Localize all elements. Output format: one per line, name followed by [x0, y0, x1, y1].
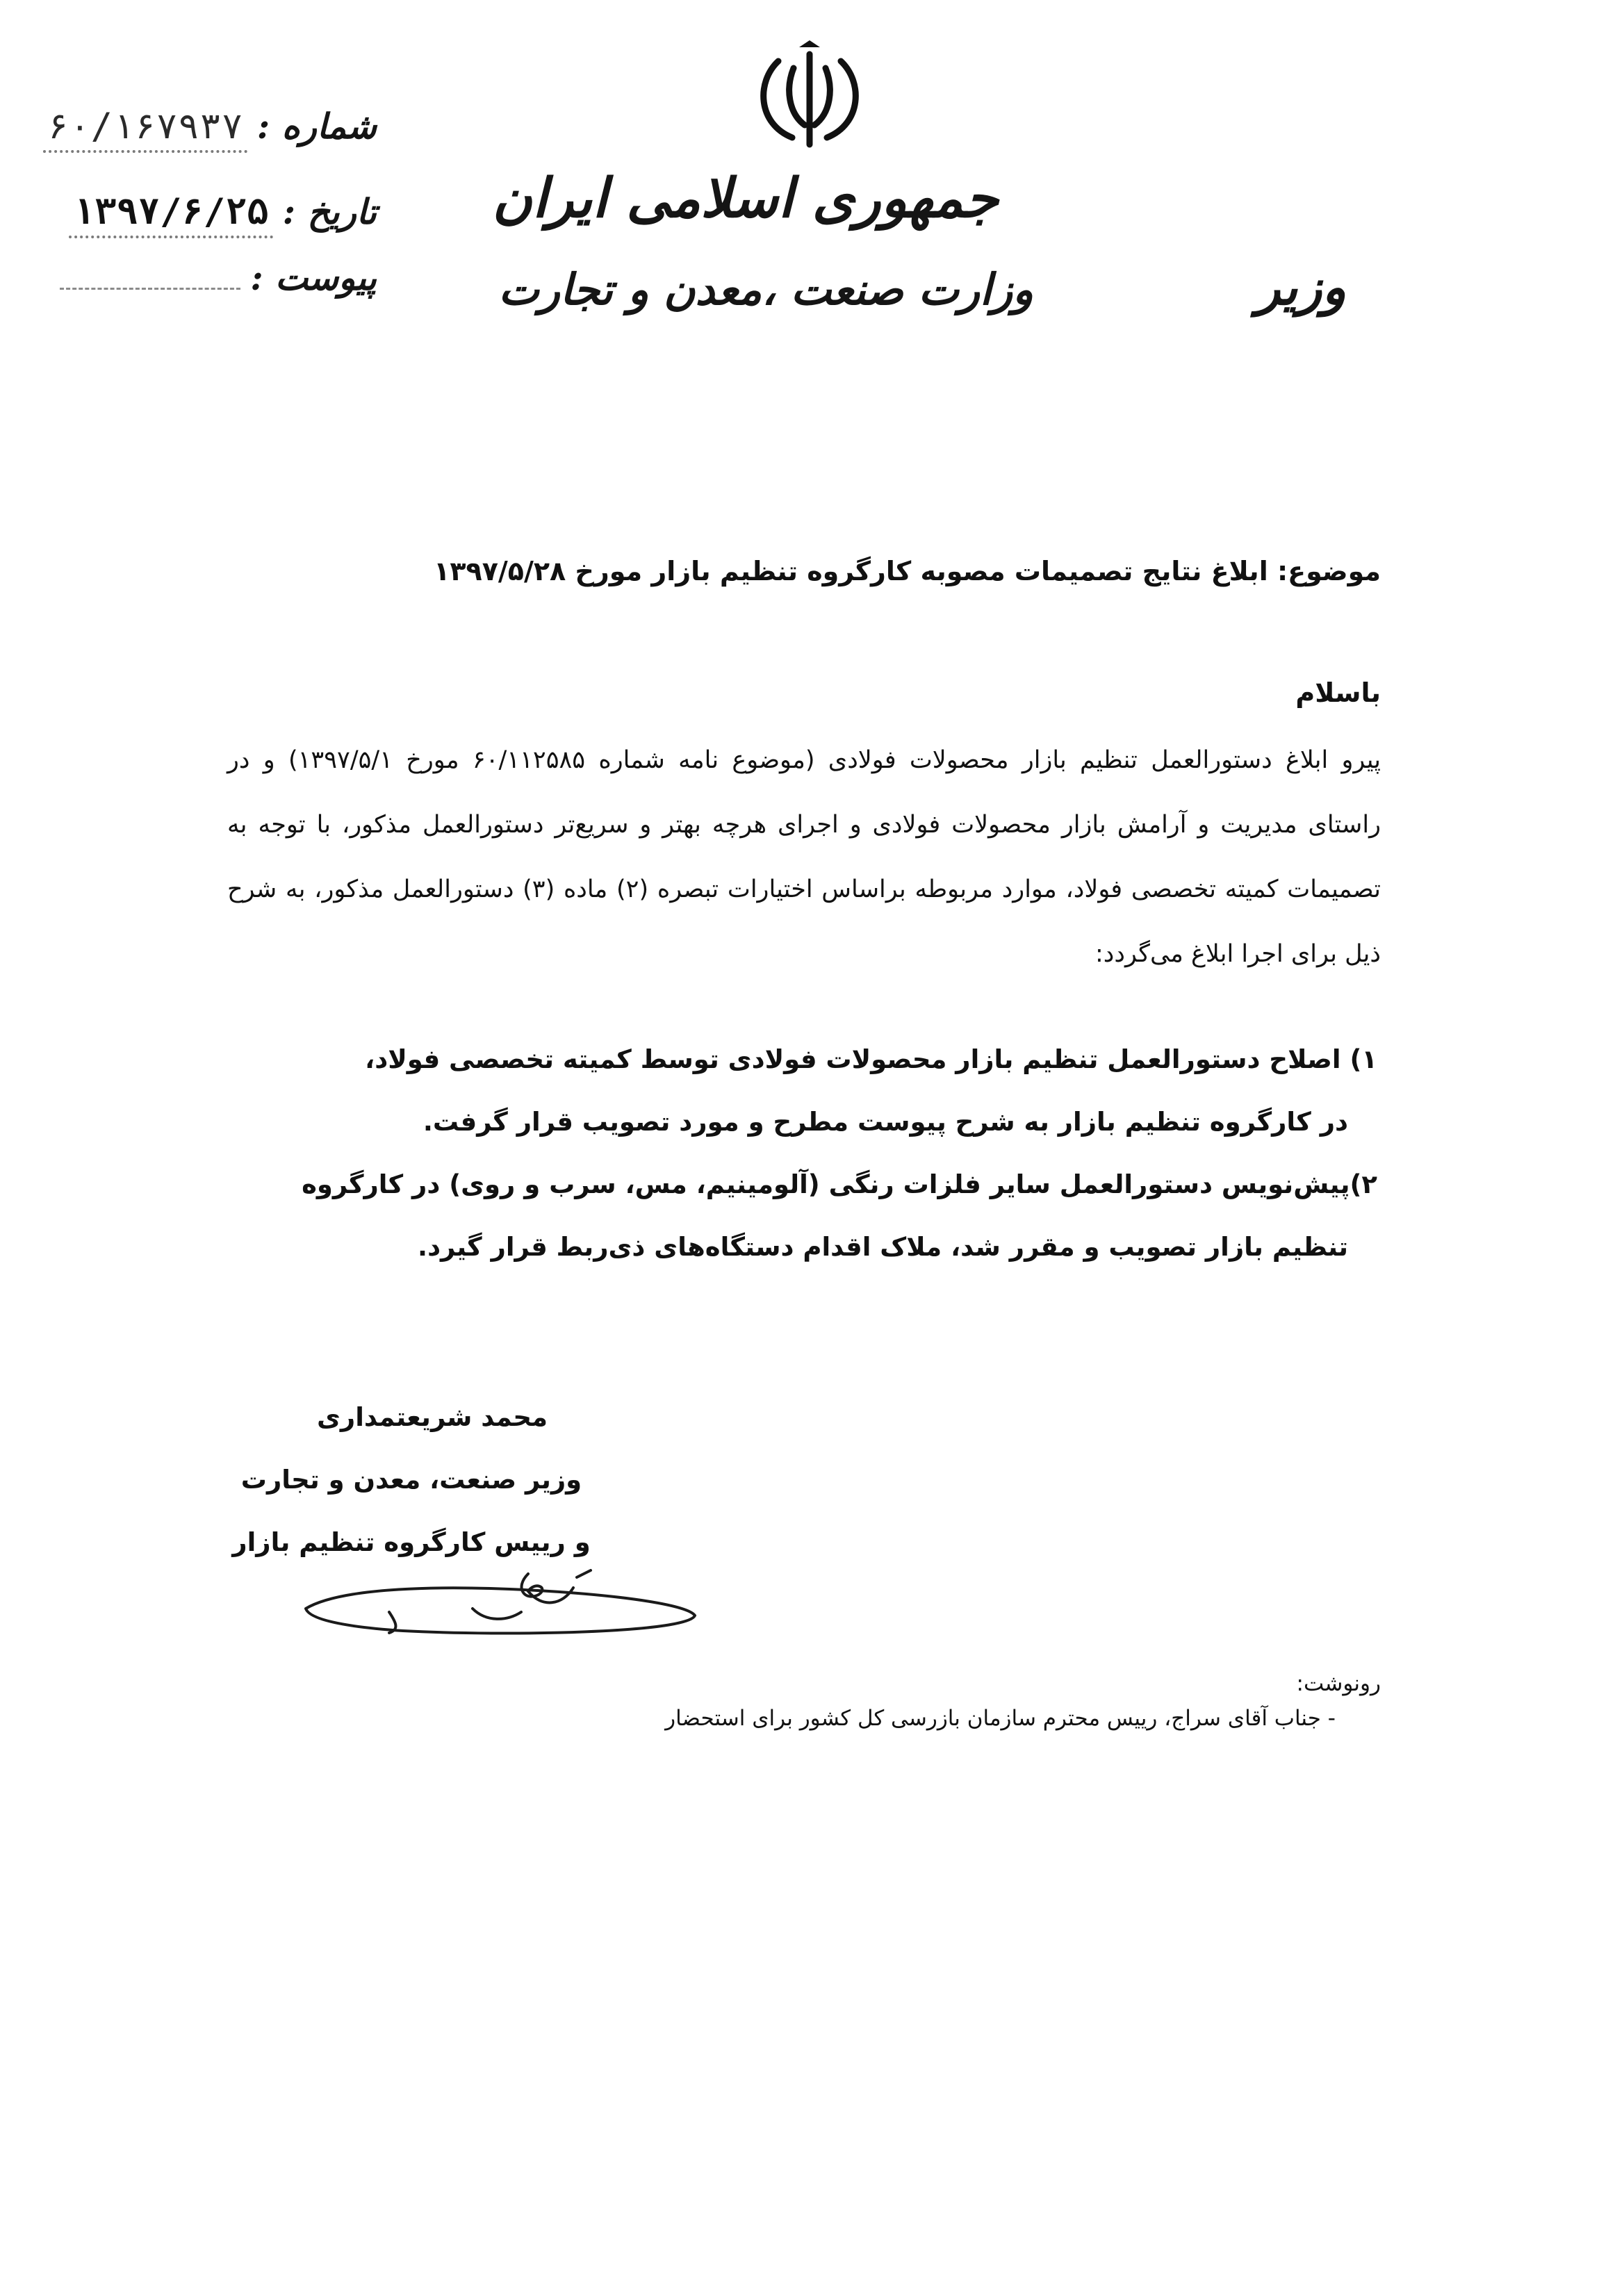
number-label: شماره :: [256, 106, 377, 147]
date-value: ۱۳۹۷/۶/۲۵: [69, 191, 273, 238]
cc-label: رونوشت:: [1296, 1671, 1381, 1696]
list-item-1-line-2: در کارگروه تنظیم بازار به شرح پیوست مطرح و مورد تصویب قرار گرفت.: [423, 1107, 1348, 1137]
attachment-label: پیوست :: [250, 257, 377, 298]
date-label: تاریخ :: [282, 191, 377, 232]
signatory-name: محمد شریعتمداری: [317, 1402, 548, 1432]
decision-list: [203, 1028, 1377, 1279]
intro-paragraph: پیرو ابلاغ دستورالعمل تنظیم بازار محصولات فولادی (موضوع نامه شماره ۶۰/۱۱۲۵۸۵ مورخ ۱۳۹۷/۵/۱) و در راستای مدیریت و آرامش بازار محصولات فولادی و اجرای هرچه بهتر و سریع‌تر دستورالعمل مذکور، با توجه به تصمیمات کمیته تخصصی فولاد، موارد مربوطه براساس اختیارات تبصره (۲) ماده (۳) دستورالعمل مذکور، به شرح ذیل برای اجرا ابلاغ می‌گردد:: [227, 746, 1381, 968]
cc-entry: - جناب آقای سراج، رییس محترم سازمان بازرسی کل کشور برای استحضار: [665, 1706, 1336, 1731]
handwritten-signature: [299, 1567, 702, 1643]
republic-title: جمهوری اسلامی ایران: [492, 167, 999, 230]
ministry-title: وزارت صنعت ،معدن و تجارت: [498, 264, 1033, 315]
letter-number-row: [43, 106, 377, 153]
signatory-position-2: و رییس کارگروه تنظیم بازار: [232, 1527, 591, 1557]
list-item-2-line-1: ۲)پیش‌نویس دستورالعمل سایر فلزات رنگی (آلومینیم، مس، سرب و روی) در کارگروه: [302, 1169, 1377, 1199]
attachment-blank: [60, 260, 240, 290]
greeting: باسلام: [1295, 677, 1381, 708]
list-item-1-line-1: ۱) اصلاح دستورالعمل تنظیم بازار محصولات فولادی توسط کمیته تخصصی فولاد،: [365, 1044, 1377, 1074]
signature-block: [133, 1386, 689, 1574]
signatory-position: وزیر صنعت، معدن و تجارت: [240, 1465, 582, 1495]
minister-title: وزیر: [1256, 257, 1346, 316]
letter-date-row: [69, 191, 377, 238]
iran-emblem-icon: [751, 40, 869, 151]
number-value: ۶۰/۱۶۷۹۳۷: [43, 106, 247, 153]
attachment-row: [60, 257, 377, 298]
list-item-2-line-2: تنظیم بازار تصویب و مقرر شد، ملاک اقدام دستگاه‌های ذی‌ربط قرار گیرد.: [418, 1232, 1348, 1262]
subject-line: موضوع: ابلاغ نتایج تصمیمات مصوبه کارگروه تنظیم بازار مورخ ۱۳۹۷/۵/۲۸: [434, 556, 1381, 586]
